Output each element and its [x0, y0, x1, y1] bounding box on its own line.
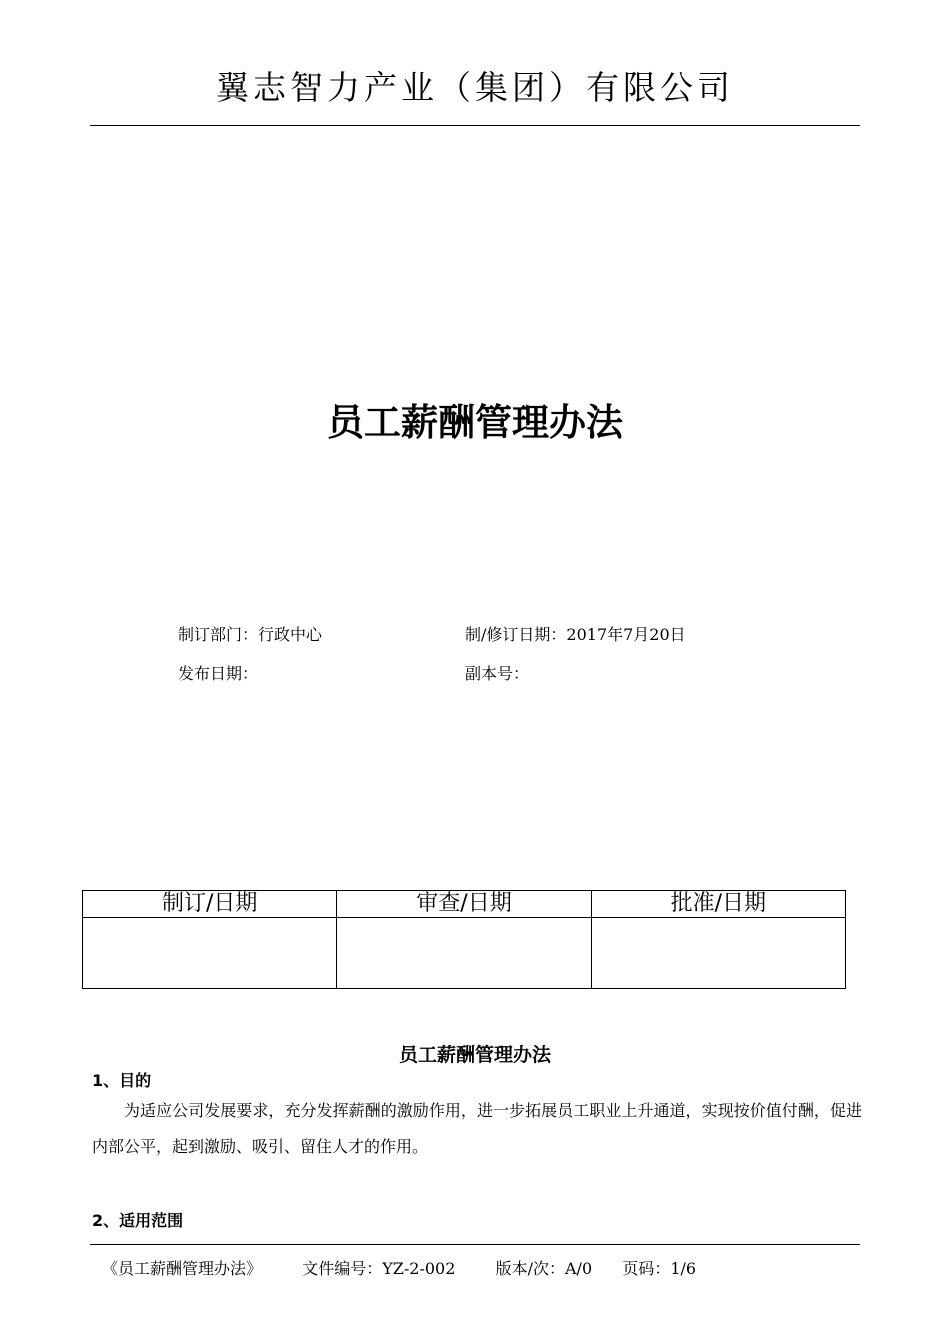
approval-table-header-row — [83, 891, 846, 918]
meta-dept — [178, 622, 322, 645]
dept-label: 制订部门： — [178, 625, 259, 644]
section-text-purpose: 为适应公司发展要求，充分发挥薪酬的激励作用，进一步拓展员工职业上升通道，实现按价值付酬，促进内部公平，起到激励、吸引、留住人才的作用。 — [92, 1101, 862, 1156]
meta-release-date — [178, 661, 258, 684]
footer-divider — [90, 1244, 860, 1245]
footer-version: 版本/次：A/0 — [495, 1259, 593, 1278]
dept-value: 行政中心 — [258, 625, 323, 644]
body-title: 员工薪酬管理办法 — [398, 1044, 551, 1066]
footer-page-number: 页码：1/6 — [622, 1259, 697, 1278]
section-heading-scope: 2、适用范围 — [92, 1211, 184, 1230]
meta-revision-date — [465, 622, 686, 645]
document-title: 员工薪酬管理办法 — [327, 401, 623, 444]
section-heading-purpose: 1、目的 — [92, 1071, 152, 1090]
revision-date-value: 2017年7月20日 — [566, 625, 686, 644]
approval-header-approve: 批准/日期 — [591, 891, 845, 918]
approval-table-signature-row — [83, 918, 846, 989]
footer-doc-name: 《员工薪酬管理办法》 — [102, 1259, 263, 1278]
approval-cell-approve — [591, 918, 845, 989]
approval-header-review: 审查/日期 — [337, 891, 591, 918]
copy-number-label: 副本号： — [465, 664, 530, 683]
approval-table — [82, 890, 846, 989]
approval-cell-review — [337, 918, 591, 989]
company-name: 翼志智力产业（集团）有限公司 — [216, 68, 734, 107]
revision-date-label: 制/修订日期： — [465, 625, 567, 644]
header-divider — [90, 125, 860, 126]
meta-copy-number — [465, 661, 529, 684]
footer-doc-number: 文件编号：YZ-2-002 — [302, 1259, 456, 1278]
release-date-label: 发布日期： — [178, 664, 259, 683]
approval-header-draft: 制订/日期 — [83, 891, 337, 918]
page-footer — [102, 1256, 696, 1279]
approval-cell-draft — [83, 918, 337, 989]
